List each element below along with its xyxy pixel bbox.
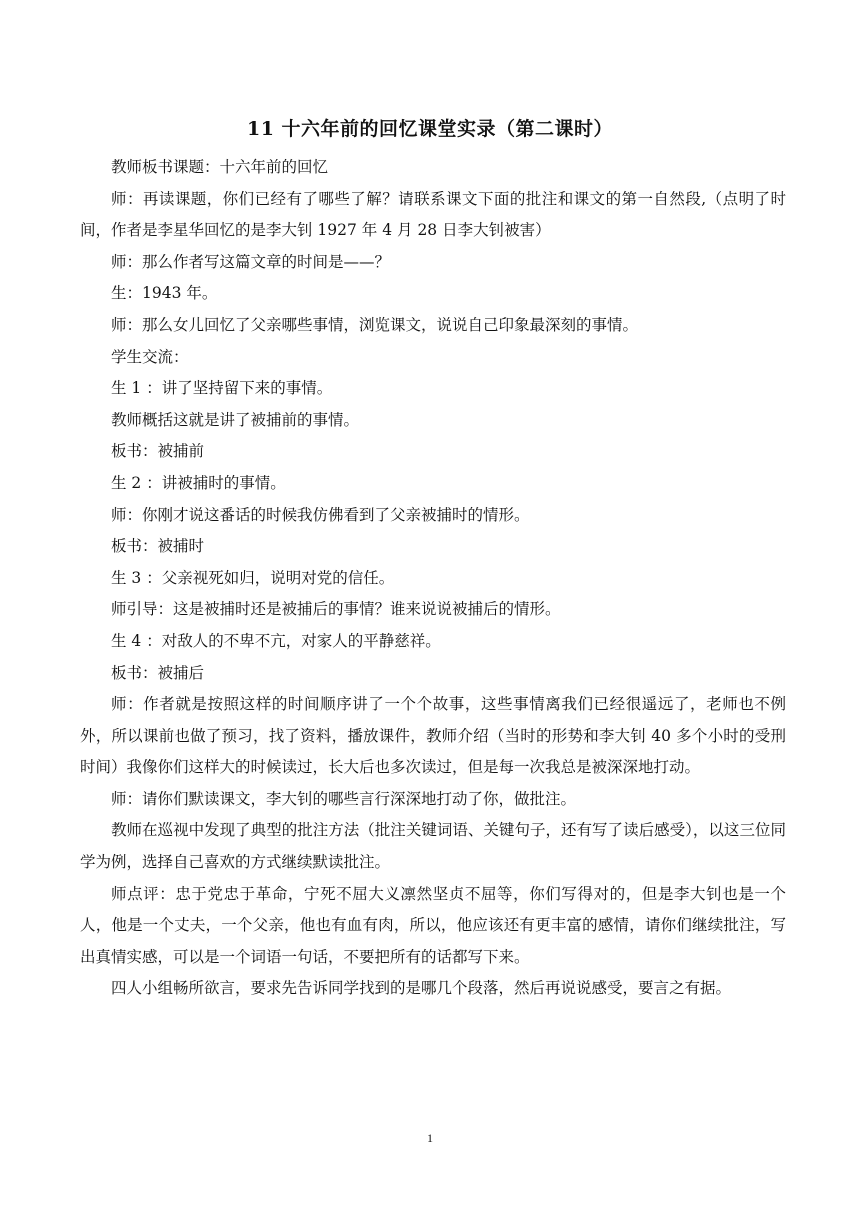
paragraph: 教师板书课题：十六年前的回忆 [111,158,329,176]
paragraph: 生 4 ：对敌人的不卑不亢，对家人的平静慈祥。 [111,631,441,650]
paragraph: 师引导：这是被捕时还是被捕后的事情？谁来说说被捕后的情形。 [111,600,561,619]
paragraph: 师：作者就是按照这样的时间顺序讲了一个个故事，这些事情离我们已经很遥远了，老师也不例外，所以课前也做了预习，找了资料，播放课件，教师介绍（当时的形势和李大钊 40 多个小时的受刑时间）我像你们这样大的时候读过，长大后也多次读过，但是每一次我总是被深深地打动。 [80,695,786,777]
paragraph: 教师概括这就是讲了被捕前的事情。 [111,410,360,429]
paragraph: 师：请你们默读课文，李大钊的哪些言行深深地打动了你，做批注。 [111,789,577,808]
paragraph: 师点评：忠于党忠于革命，宁死不屈大义凛然坚贞不屈等，你们写得对的，但是李大钊也是一个人，他是一个丈夫，一个父亲，他也有血有肉，所以，他应该还有更丰富的感情，请你们继续批注，写出真情实感，可以是一个词语一句话，不要把所有的话都写下来。 [80,884,786,966]
page-number: 1 [427,1131,433,1145]
paragraph: 生：1943 年。 [111,284,218,303]
paragraph: 板书：被捕后 [111,663,205,682]
paragraph: 师：那么女儿回忆了父亲哪些事情，浏览课文，说说自己印象最深刻的事情。 [111,315,639,334]
paragraph: 教师在巡视中发现了典型的批注方法（批注关键词语、关键句子，还有写了读后感受），以这三位同学为例，选择自己喜欢的方式继续默读批注。 [80,821,786,872]
paragraph: 师：你刚才说这番话的时候我仿佛看到了父亲被捕时的情形。 [111,505,530,524]
document-title: 11 十六年前的回忆课堂实录（第二课时） [246,118,614,140]
paragraph: 四人小组畅所欲言，要求先告诉同学找到的是哪几个段落，然后再说说感受，要言之有据。 [111,979,732,998]
paragraph: 师：再读课题，你们已经有了哪些了解？请联系课文下面的批注和课文的第一自然段,（点明了时间，作者是李星华回忆的是李大钊 1927 年 4 月 28 日李大钊被害） [80,189,786,240]
paragraph: 学生交流： [111,347,189,366]
paragraph: 生 2 ：讲被捕时的事情。 [111,473,286,492]
paragraph: 生 3 ：父亲视死如归，说明对党的信任。 [111,568,395,587]
paragraph: 板书：被捕时 [111,537,205,556]
paragraph: 板书：被捕前 [111,442,205,461]
document-body [80,152,786,1005]
paragraph: 师：那么作者写这篇文章的时间是——？ [111,252,391,271]
paragraph: 生 1 ：讲了坚持留下来的事情。 [111,379,333,398]
